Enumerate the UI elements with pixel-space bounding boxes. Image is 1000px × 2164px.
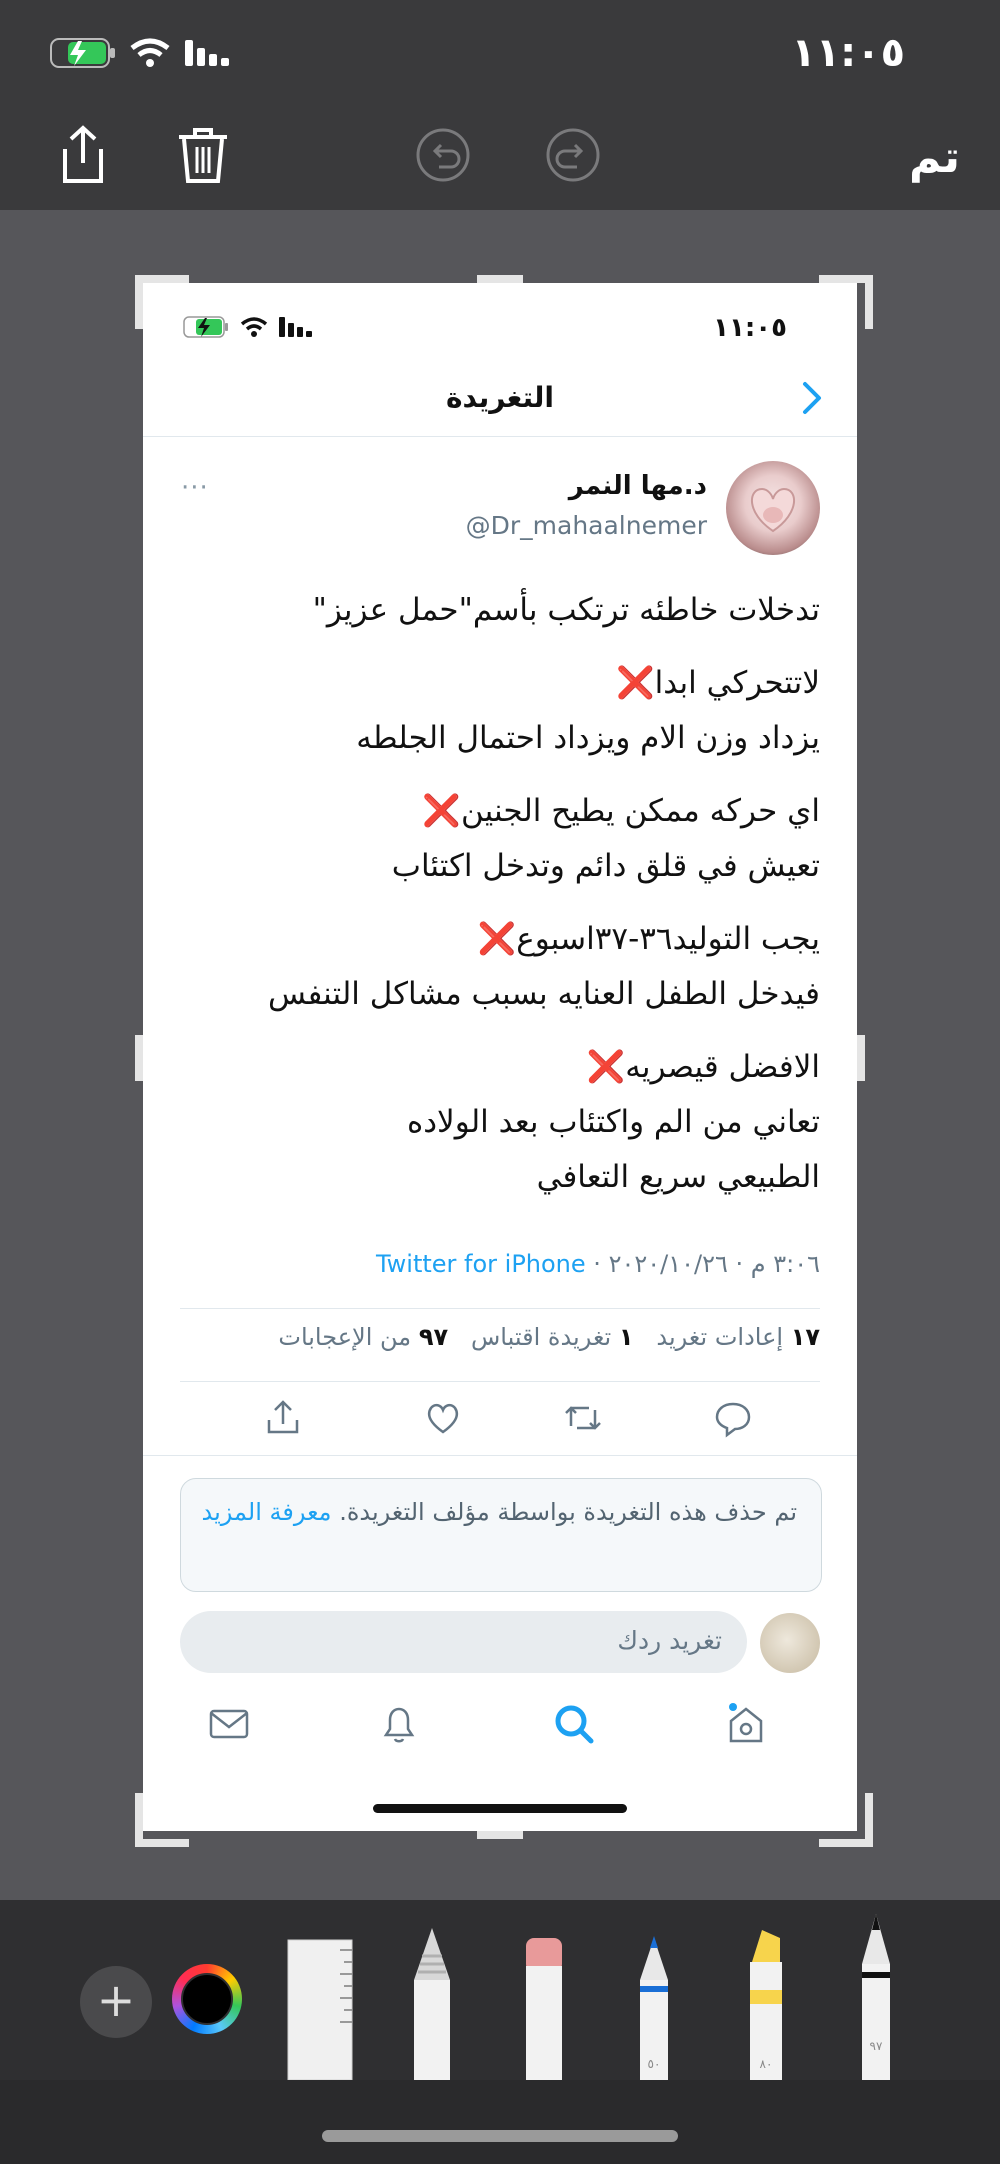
crop-handle-bottom-left[interactable] <box>135 1793 189 1847</box>
undo-icon[interactable] <box>413 125 473 185</box>
reply-icon[interactable] <box>713 1398 753 1438</box>
tweet-line: تعاني من الم واكتئاب بعد الولاده <box>407 1104 820 1140</box>
quotes-count: ١ <box>618 1323 634 1351</box>
home-indicator <box>322 2130 678 2142</box>
status-time: ١١:٠٥ <box>713 313 787 343</box>
retweet-icon[interactable] <box>563 1398 603 1438</box>
tweet-line: لاتتحركي ابدا❌ <box>616 665 820 701</box>
crop-handle-top-left[interactable] <box>135 275 189 329</box>
crop-handle-left[interactable] <box>135 1035 143 1081</box>
search-icon[interactable] <box>551 1701 597 1747</box>
battery-charging-icon <box>50 38 116 68</box>
bottom-safe-area <box>0 2080 1000 2164</box>
color-picker-button[interactable] <box>172 1964 242 2034</box>
tweet-line: فيدخل الطفل العنايه بسبب مشاكل التنفس <box>267 976 820 1012</box>
fine-pen-size-label: ٩٧ <box>869 2039 883 2053</box>
tweet-line: الطبيعي سريع التعافي <box>536 1159 820 1195</box>
redo-icon[interactable] <box>543 125 603 185</box>
pen-size-label: ٥٠ <box>647 2057 661 2071</box>
retweets-count: ١٧ <box>790 1323 820 1351</box>
divider <box>143 436 857 437</box>
screenshot-preview <box>143 283 857 1831</box>
done-button[interactable]: تم <box>908 132 960 183</box>
crop-handle-right[interactable] <box>857 1035 865 1081</box>
editor-toolbar <box>0 110 1000 210</box>
trash-icon[interactable] <box>173 125 233 185</box>
cross-mark-icon: ❌ <box>586 1049 626 1085</box>
marker-size-label: ٨٠ <box>759 2057 773 2071</box>
crop-handle-top[interactable] <box>477 275 523 283</box>
tweet-stats <box>278 1323 820 1351</box>
cross-mark-icon: ❌ <box>477 921 517 957</box>
crop-handle-bottom[interactable] <box>477 1831 523 1839</box>
author-name[interactable]: د.مها النمر <box>568 471 707 501</box>
add-annotation-button[interactable]: + <box>80 1966 152 2038</box>
ruler-tool-icon[interactable] <box>280 1900 360 2080</box>
divider <box>180 1381 820 1382</box>
messages-mail-icon[interactable] <box>206 1701 252 1747</box>
user-avatar[interactable] <box>760 1613 820 1673</box>
home-icon[interactable] <box>723 1701 769 1747</box>
wifi-icon <box>240 316 268 338</box>
share-icon[interactable] <box>263 1398 303 1438</box>
crop-handle-bottom-right[interactable] <box>819 1793 873 1847</box>
cellular-signal-icon <box>279 316 313 338</box>
author-handle[interactable]: @Dr_mahaalnemer <box>465 511 707 540</box>
tweet-line: تدخلات خاطئه ترتكب بأسم"حمل عزيز" <box>312 592 820 628</box>
like-heart-icon[interactable] <box>423 1398 463 1438</box>
pen-tool-icon[interactable] <box>614 1900 694 2080</box>
tweet-text <box>180 583 820 1205</box>
cross-mark-icon: ❌ <box>422 793 462 829</box>
pencil-tool-icon[interactable] <box>392 1900 472 2080</box>
tweet-meta <box>376 1250 820 1278</box>
tweet-source-link[interactable]: Twitter for iPhone <box>375 1250 586 1278</box>
eraser-tool-icon[interactable] <box>504 1900 584 2080</box>
battery-charging-icon <box>183 316 229 338</box>
more-options-icon[interactable]: ··· <box>181 473 209 503</box>
cross-mark-icon: ❌ <box>616 665 655 701</box>
deleted-notice-text <box>197 1493 797 1531</box>
wifi-icon <box>130 38 170 68</box>
likes-stat[interactable] <box>278 1323 448 1351</box>
notifications-bell-icon[interactable] <box>376 1701 422 1747</box>
tweet-line: الافضل قيصريه❌ <box>586 1049 820 1085</box>
outer-status-time: ١١:٠٥ <box>791 30 905 76</box>
quotes-label: تغريدة اقتباس <box>471 1323 612 1351</box>
tweet-datetime: ٣:٠٦ م · ٢٠٢٠/١٠/٢٦ · <box>585 1250 820 1278</box>
deleted-notice-message: تم حذف هذه التغريدة بواسطة مؤلف التغريدة. <box>339 1498 797 1526</box>
divider <box>180 1308 820 1309</box>
tweet-line: يجب التوليد٣٦-٣٧اسبوع❌ <box>477 921 820 957</box>
home-indicator <box>373 1804 627 1813</box>
back-chevron-icon[interactable] <box>797 380 827 416</box>
tweet-line: تعيش في قلق دائم وتدخل اكتئاب <box>391 848 820 884</box>
divider <box>143 1455 857 1456</box>
author-avatar[interactable] <box>726 461 820 555</box>
page-title: التغريدة <box>446 381 554 414</box>
learn-more-link[interactable]: معرفة المزيد <box>201 1498 332 1526</box>
retweets-stat[interactable] <box>656 1323 820 1351</box>
likes-count: ٩٧ <box>418 1323 449 1351</box>
retweets-label: إعادات تغريد <box>656 1323 784 1351</box>
crop-handle-top-right[interactable] <box>819 275 873 329</box>
tweet-line: يزداد وزن الام ويزداد احتمال الجلطه <box>356 720 820 756</box>
tweet-line: اي حركه ممكن يطيح الجنين❌ <box>422 793 820 829</box>
fine-pen-tool-icon[interactable] <box>836 1900 916 2080</box>
quotes-stat[interactable] <box>471 1323 634 1351</box>
marker-tool-icon[interactable] <box>726 1900 806 2080</box>
reply-placeholder: تغريد ردك <box>617 1626 722 1655</box>
heart-hands-icon <box>726 461 820 555</box>
cellular-signal-icon <box>185 38 235 68</box>
likes-label: من الإعجابات <box>278 1323 412 1351</box>
share-icon[interactable] <box>53 125 113 185</box>
